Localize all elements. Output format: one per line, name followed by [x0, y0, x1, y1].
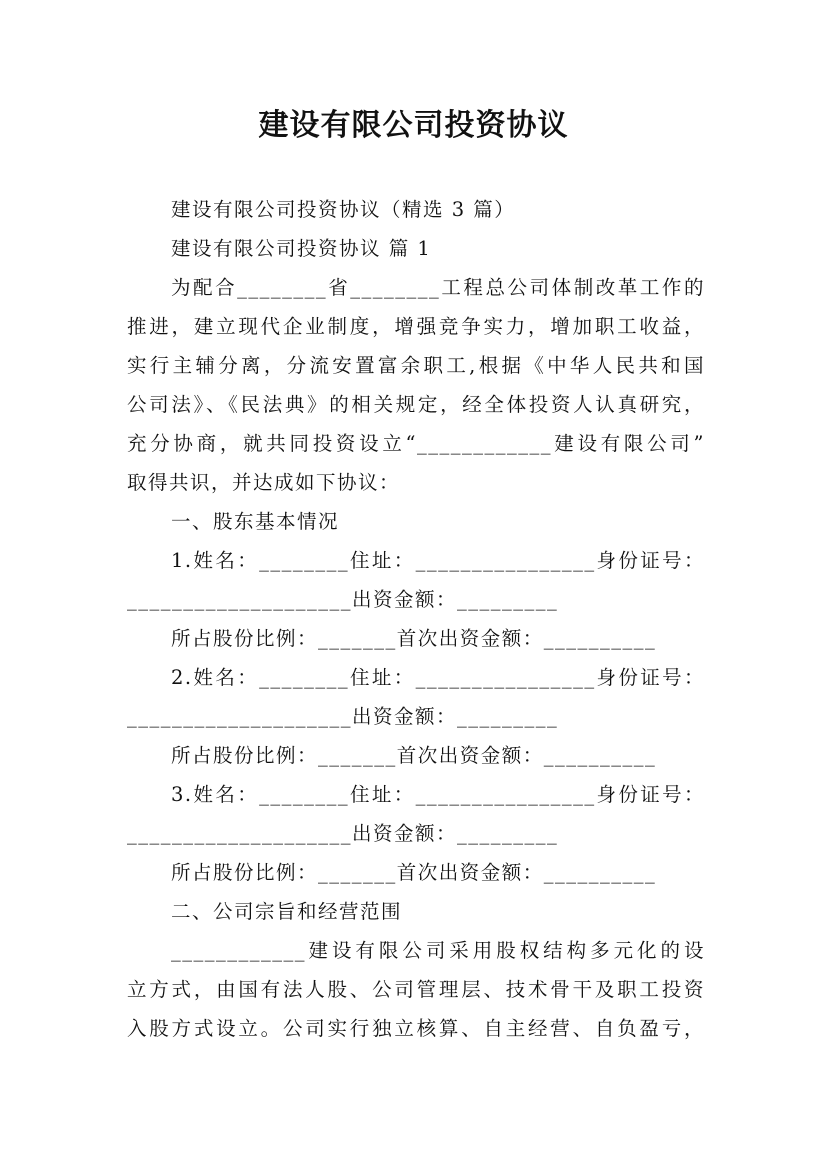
shareholder-line: 所占股份比例：_______首次出资金额：__________ [171, 861, 657, 884]
document-body [127, 190, 705, 1048]
shareholder-line: 所占股份比例：_______首次出资金额：__________ [171, 627, 657, 650]
paragraph-line: 推进，建立现代企业制度，增强竞争实力，增加职工收益， [127, 315, 705, 338]
shareholder-line: ____________________出资金额：_________ [127, 705, 559, 728]
shareholder-line: 3.姓名：________住址：________________身份证号： [171, 783, 705, 806]
shareholder-line: 1.姓名：________住址：________________身份证号： [171, 549, 705, 572]
section-heading-line: 建设有限公司投资协议 篇 1 [171, 237, 432, 260]
shareholder-line: 所占股份比例：_______首次出资金额：__________ [171, 744, 657, 767]
shareholder-line: 2.姓名：________住址：________________身份证号： [171, 666, 705, 689]
paragraph-line: 为配合________省________工程总公司体制改革工作的 [171, 276, 705, 299]
section-heading-line: 一、股东基本情况 [171, 510, 340, 533]
paragraph-line: 充分协商，就共同投资设立“____________建设有限公司” [127, 432, 705, 455]
section-heading-line: 二、公司宗旨和经营范围 [171, 900, 403, 923]
subtitle-line: 建设有限公司投资协议（精选 3 篇） [171, 198, 516, 221]
paragraph-line: ____________建设有限公司采用股权结构多元化的设 [171, 939, 705, 962]
paragraph-line: 取得共识，并达成如下协议： [127, 471, 401, 494]
shareholder-line: ____________________出资金额：_________ [127, 822, 559, 845]
paragraph-line: 立方式，由国有法人股、公司管理层、技术骨干及职工投资 [127, 978, 705, 1001]
shareholder-line: ____________________出资金额：_________ [127, 588, 559, 611]
document-title: 建设有限公司投资协议 [258, 108, 569, 143]
paragraph-line: 公司法》、《民法典》的相关规定，经全体投资人认真研究， [127, 393, 705, 416]
paragraph-line: 入股方式设立。公司实行独立核算、自主经营、自负盈亏， [127, 1017, 705, 1040]
paragraph-line: 实行主辅分离，分流安置富余职工,根据《中华人民共和国 [127, 354, 705, 377]
